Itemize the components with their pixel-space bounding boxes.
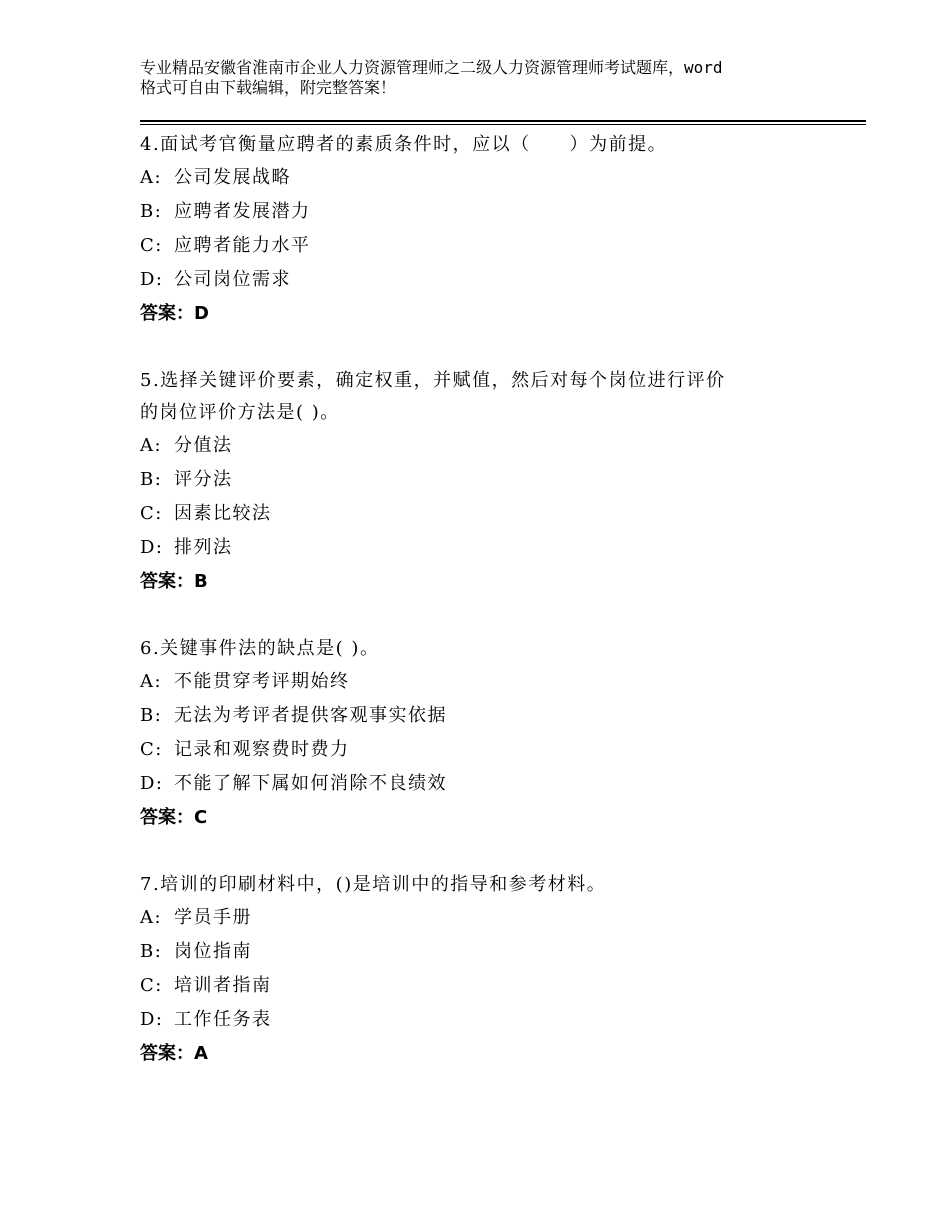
option-key: D: <box>140 1009 164 1030</box>
option-key: D: <box>140 537 164 558</box>
header-line-2: 格式可自由下载编辑，附完整答案！ <box>140 78 397 97</box>
option-key: D: <box>140 269 164 290</box>
option-key: A: <box>140 435 163 456</box>
option-key: C: <box>140 739 163 760</box>
answer-option <box>140 935 840 969</box>
question-list <box>140 129 840 1105</box>
option-key: C: <box>140 975 163 996</box>
option-text: 因素比较法 <box>174 503 272 524</box>
option-text: 无法为考评者提供客观事实依据 <box>174 705 447 726</box>
option-key: D: <box>140 773 164 794</box>
option-text: 应聘者能力水平 <box>174 235 311 256</box>
question-stem: 6.关键事件法的缺点是( )。 <box>140 638 380 659</box>
option-text: 不能了解下属如何消除不良绩效 <box>174 773 447 794</box>
option-key: C: <box>140 235 163 256</box>
answer-option <box>140 195 840 229</box>
answer-key: 答案：A <box>140 1043 208 1064</box>
option-text: 分值法 <box>174 435 233 456</box>
answer-option <box>140 767 840 801</box>
answer-option <box>140 263 840 297</box>
answer-option <box>140 229 840 263</box>
option-key: B: <box>140 941 163 962</box>
option-text: 应聘者发展潜力 <box>174 201 311 222</box>
option-text: 评分法 <box>174 469 233 490</box>
answer-option <box>140 429 840 463</box>
option-text: 排列法 <box>174 537 233 558</box>
answer-option <box>140 733 840 767</box>
question-block <box>140 129 840 331</box>
header-divider <box>140 120 866 122</box>
header-line-1: 专业精品安徽省淮南市企业人力资源管理师之二级人力资源管理师考试题库，word <box>140 58 723 77</box>
option-text: 岗位指南 <box>174 941 252 962</box>
answer-option <box>140 497 840 531</box>
question-stem: 的岗位评价方法是( )。 <box>140 402 340 423</box>
answer-key: 答案：B <box>140 571 208 592</box>
header-divider-thin <box>140 124 866 125</box>
question-stem: 5.选择关键评价要素，确定权重，并赋值，然后对每个岗位进行评价 <box>140 370 726 391</box>
question-block <box>140 365 840 599</box>
answer-option <box>140 463 840 497</box>
question-stem: 4.面试考官衡量应聘者的素质条件时，应以（ ）为前提。 <box>140 134 668 155</box>
answer-option <box>140 161 840 195</box>
option-text: 培训者指南 <box>174 975 272 996</box>
option-text: 学员手册 <box>174 907 252 928</box>
option-key: A: <box>140 907 163 928</box>
question-stem: 7.培训的印刷材料中，()是培训中的指导和参考材料。 <box>140 874 607 895</box>
option-key: A: <box>140 167 163 188</box>
answer-option <box>140 1003 840 1037</box>
option-text: 记录和观察费时费力 <box>174 739 350 760</box>
option-text: 不能贯穿考评期始终 <box>174 671 350 692</box>
option-key: B: <box>140 201 163 222</box>
answer-option <box>140 531 840 565</box>
answer-key: 答案：C <box>140 807 208 828</box>
document-header <box>140 58 840 98</box>
answer-option <box>140 901 840 935</box>
option-key: B: <box>140 705 163 726</box>
answer-option <box>140 969 840 1003</box>
option-key: A: <box>140 671 163 692</box>
answer-option <box>140 665 840 699</box>
option-text: 公司岗位需求 <box>174 269 291 290</box>
option-text: 工作任务表 <box>174 1009 272 1030</box>
question-block <box>140 869 840 1071</box>
option-key: C: <box>140 503 163 524</box>
answer-option <box>140 699 840 733</box>
answer-key: 答案：D <box>140 303 209 324</box>
option-key: B: <box>140 469 163 490</box>
option-text: 公司发展战略 <box>174 167 291 188</box>
question-block <box>140 633 840 835</box>
